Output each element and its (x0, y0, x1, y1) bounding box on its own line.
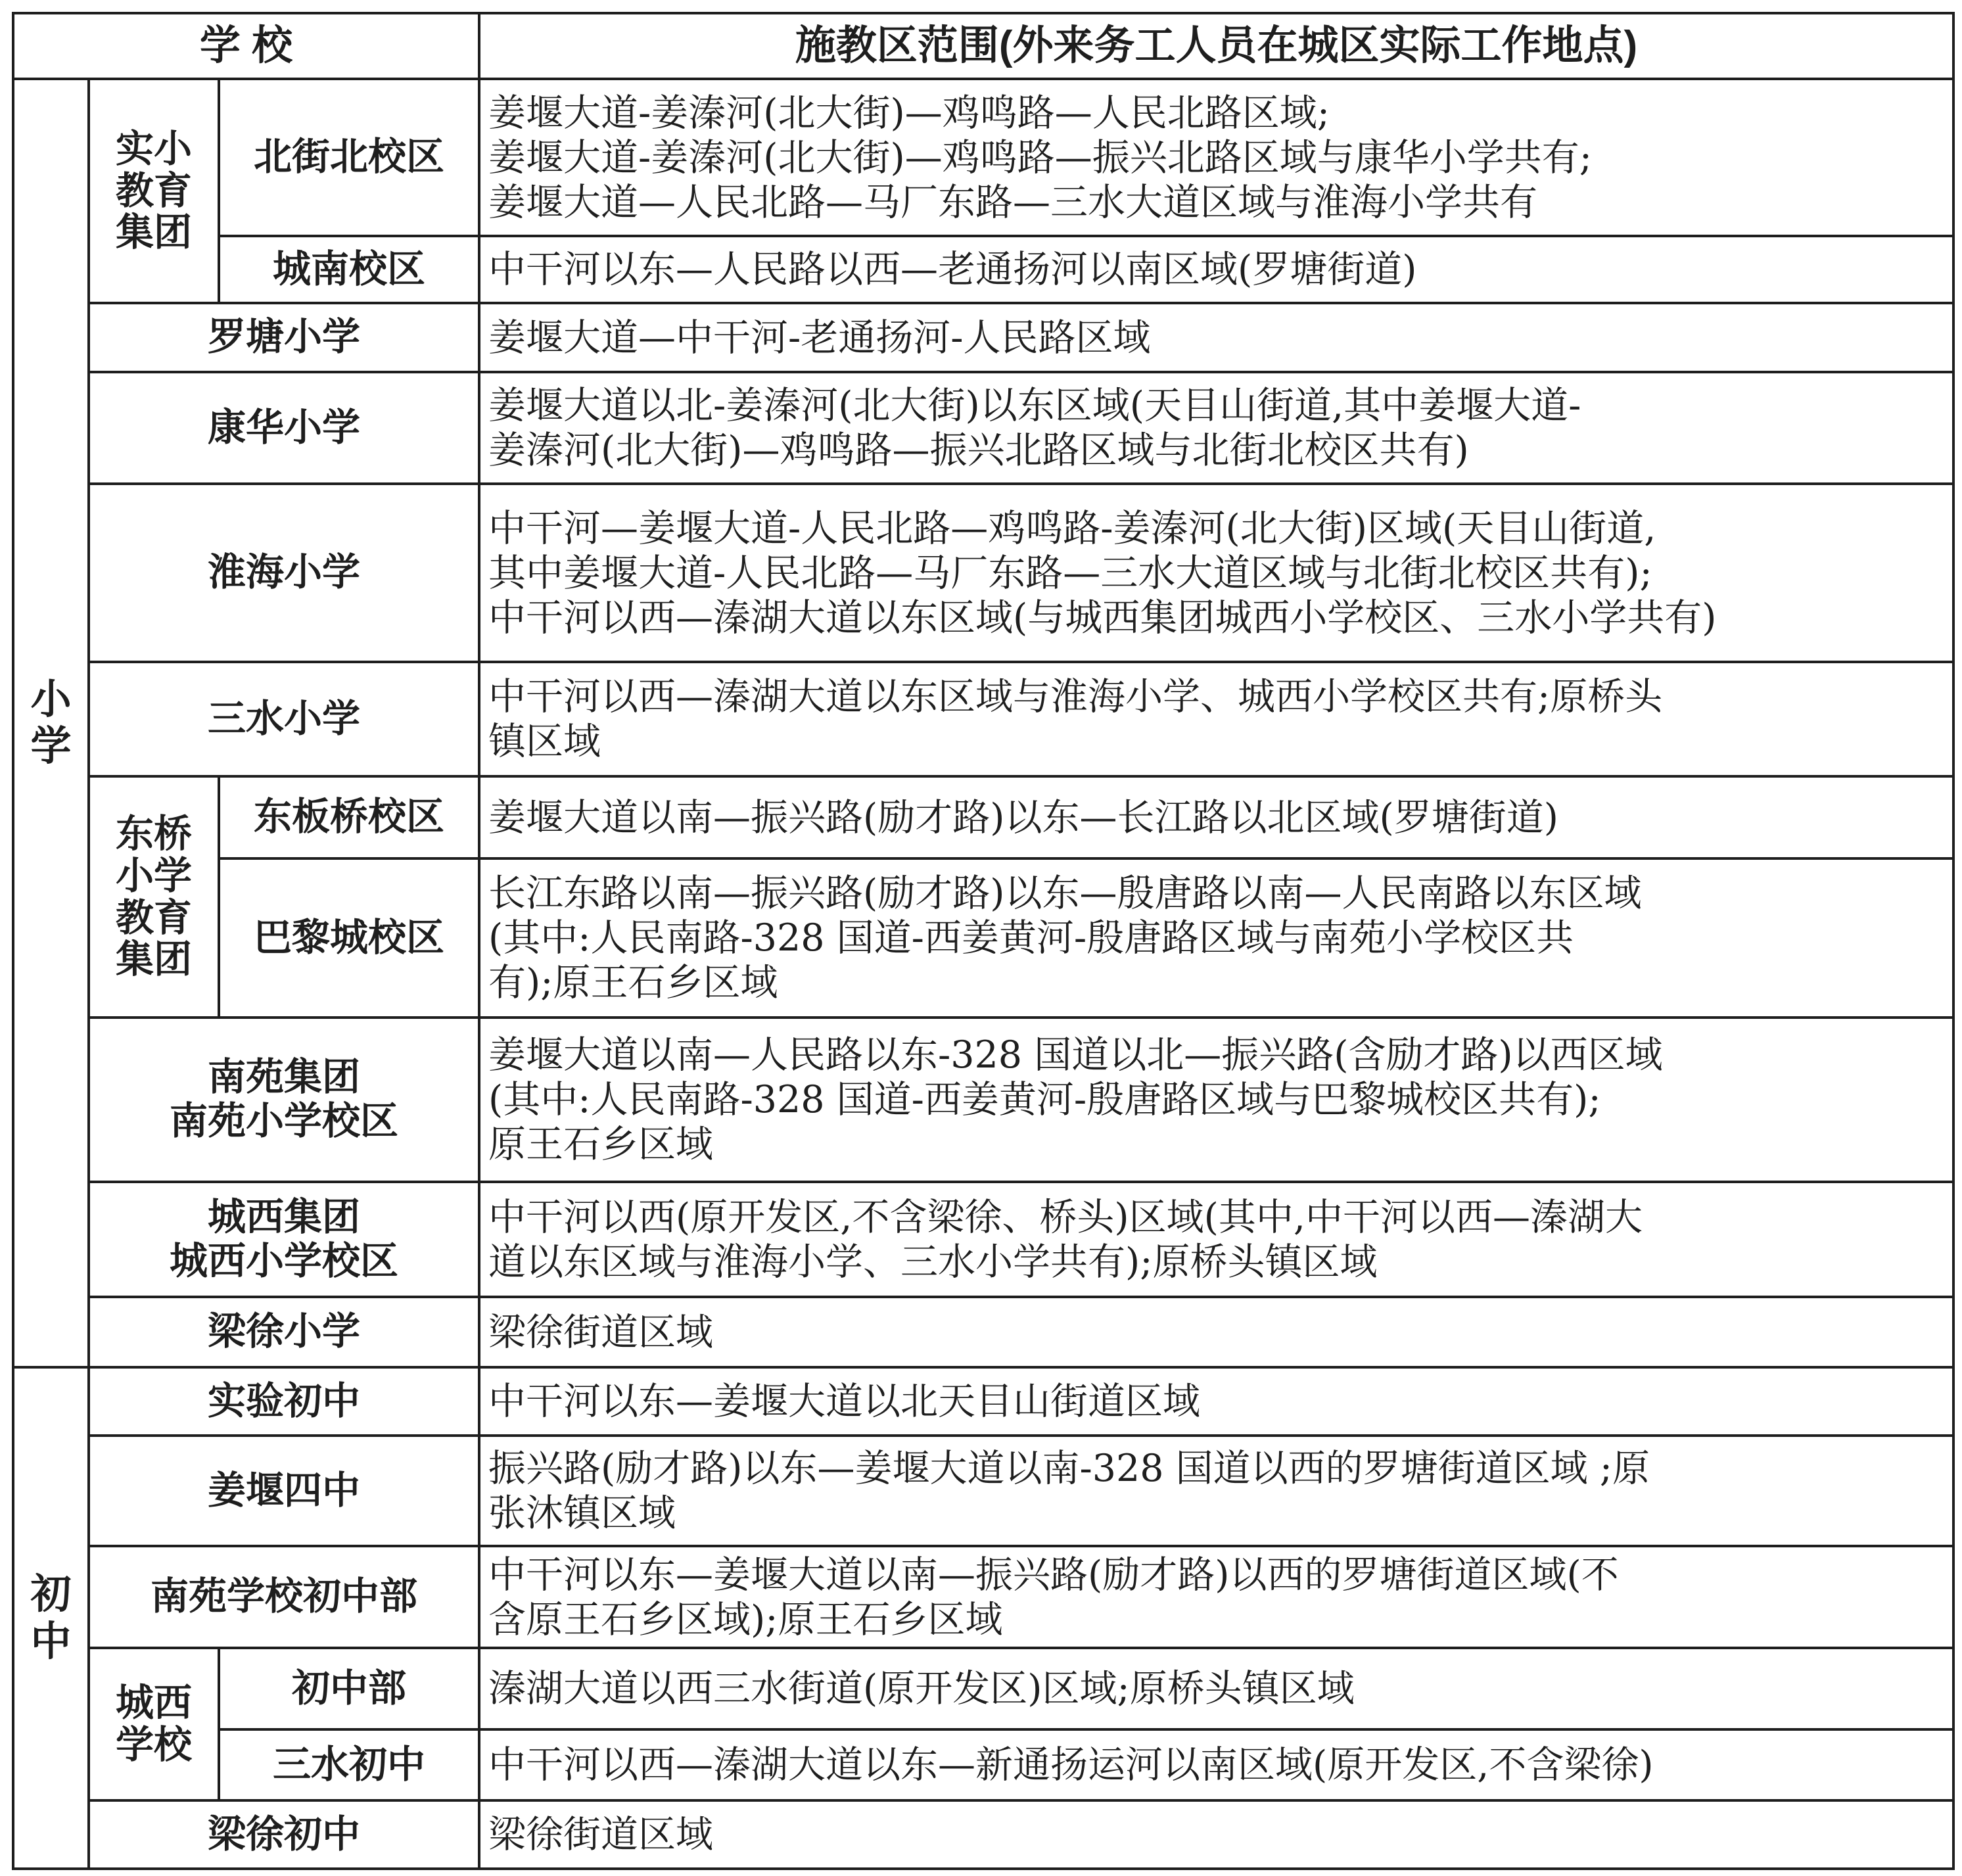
school-name: 南苑集团 南苑小学校区 (89, 1018, 479, 1182)
school-name: 南苑学校初中部 (89, 1546, 479, 1648)
table-row (13, 662, 1953, 776)
scope-text: 中干河以西—溱湖大道以东区域与淮海小学、城西小学校区共有;原桥头 镇区域 (479, 662, 1953, 776)
school-name: 北街北校区 (219, 79, 479, 236)
school-name: 罗塘小学 (89, 303, 479, 372)
scope-text: 梁徐街道区域 (479, 1800, 1953, 1869)
school-name: 梁徐小学 (89, 1297, 479, 1367)
table-row (13, 1367, 1953, 1436)
table-row (13, 1018, 1953, 1182)
school-district-table (12, 12, 1955, 1870)
level-junior: 初中 (13, 1367, 89, 1869)
table-row (13, 1800, 1953, 1869)
scope-text: 中干河以东—人民路以西—老通扬河以南区域(罗塘街道) (479, 236, 1953, 303)
table-row (13, 776, 1953, 858)
school-name: 康华小学 (89, 372, 479, 484)
table-row (13, 1436, 1953, 1546)
school-name: 城南校区 (219, 236, 479, 303)
scope-text: 振兴路(励才路)以东—姜堰大道以南-328 国道以西的罗塘街道区域 ;原 张沐镇区域 (479, 1436, 1953, 1546)
table-row (13, 858, 1953, 1018)
scope-text: 姜堰大道以南—人民路以东-328 国道以北—振兴路(含励才路)以西区域 (其中:人民南路-328 国道-西姜黄河-殷唐路区域与巴黎城校区共有); 原王石乡区域 (479, 1018, 1953, 1182)
table-row (13, 1546, 1953, 1648)
scope-text: 梁徐街道区域 (479, 1297, 1953, 1367)
header-scope: 施教区范围(外来务工人员在城区实际工作地点) (479, 13, 1953, 79)
school-name: 三水初中 (219, 1729, 479, 1800)
table-row (13, 372, 1953, 484)
group-dongqiao: 东桥小学教育集团 (89, 776, 219, 1018)
school-name: 三水小学 (89, 662, 479, 776)
school-name: 城西集团 城西小学校区 (89, 1182, 479, 1297)
scope-text: 姜堰大道以北-姜溱河(北大街)以东区域(天目山街道,其中姜堰大道- 姜溱河(北大街)—鸡鸣路—振兴北路区域与北街北校区共有) (479, 372, 1953, 484)
header-school: 学 校 (13, 13, 479, 79)
group-shixiao: 实小教育集团 (89, 79, 219, 303)
school-name: 实验初中 (89, 1367, 479, 1436)
school-name: 姜堰四中 (89, 1436, 479, 1546)
table-row (13, 1182, 1953, 1297)
school-name: 淮海小学 (89, 484, 479, 662)
table-row (13, 1729, 1953, 1800)
scope-text: 中干河—姜堰大道-人民北路—鸡鸣路-姜溱河(北大街)区域(天目山街道, 其中姜堰大道-人民北路—马厂东路—三水大道区域与北街北校区共有); 中干河以西—溱湖大道以东区域(与城西集团城西小学校区、三水小学共有) (479, 484, 1953, 662)
header-row (13, 13, 1953, 79)
school-name: 初中部 (219, 1648, 479, 1729)
table-row (13, 484, 1953, 662)
scope-text: 中干河以西—溱湖大道以东—新通扬运河以南区域(原开发区,不含梁徐) (479, 1729, 1953, 1800)
scope-text: 姜堰大道-姜溱河(北大街)—鸡鸣路—人民北路区域; 姜堰大道-姜溱河(北大街)—鸡鸣路—振兴北路区域与康华小学共有; 姜堰大道—人民北路—马厂东路—三水大道区域与淮海小学共有 (479, 79, 1953, 236)
school-name: 东板桥校区 (219, 776, 479, 858)
table-row (13, 236, 1953, 303)
scope-text: 长江东路以南—振兴路(励才路)以东—殷唐路以南—人民南路以东区域 (其中:人民南路-328 国道-西姜黄河-殷唐路区域与南苑小学校区共 有);原王石乡区域 (479, 858, 1953, 1018)
table-row (13, 303, 1953, 372)
school-name: 梁徐初中 (89, 1800, 479, 1869)
scope-text: 姜堰大道以南—振兴路(励才路)以东—长江路以北区域(罗塘街道) (479, 776, 1953, 858)
scope-text: 中干河以东—姜堰大道以北天目山街道区域 (479, 1367, 1953, 1436)
table-row (13, 1297, 1953, 1367)
scope-text: 姜堰大道—中干河-老通扬河-人民路区域 (479, 303, 1953, 372)
school-name: 巴黎城校区 (219, 858, 479, 1018)
scope-text: 中干河以西(原开发区,不含梁徐、桥头)区域(其中,中干河以西—溱湖大 道以东区域与淮海小学、三水小学共有);原桥头镇区域 (479, 1182, 1953, 1297)
level-primary: 小学 (13, 79, 89, 1367)
scope-text: 中干河以东—姜堰大道以南—振兴路(励才路)以西的罗塘街道区域(不 含原王石乡区域);原王石乡区域 (479, 1546, 1953, 1648)
scope-text: 溱湖大道以西三水街道(原开发区)区域;原桥头镇区域 (479, 1648, 1953, 1729)
table-row (13, 79, 1953, 236)
table-row (13, 1648, 1953, 1729)
group-chengxi: 城西学校 (89, 1648, 219, 1800)
